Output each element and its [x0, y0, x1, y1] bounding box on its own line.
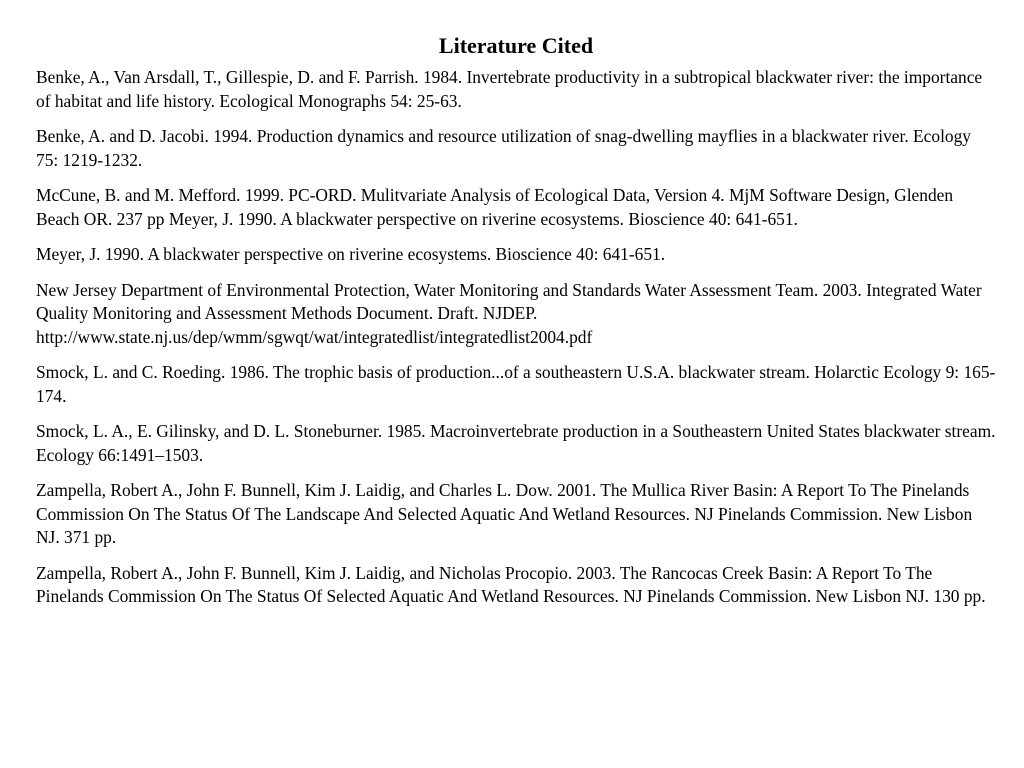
reference-entry: Zampella, Robert A., John F. Bunnell, Kim J. Laidig, and Charles L. Dow. 2001. The Mullica River Basin: A Report To The Pinelands Commission On The Status Of The Landscape And Selected Aquatic And Wetland Resources. NJ Pinelands Commission. New Lisbon NJ. 371 pp. — [36, 480, 973, 547]
reference-entry: Benke, A., Van Arsdall, T., Gillespie, D. and F. Parrish. 1984. Invertebrate productivity in a subtropical blackwater river: the importance of habitat and life history. Ecological Monographs 54: 25-63. — [36, 67, 983, 111]
reference-entry: Smock, L. and C. Roeding. 1986. The trophic basis of production...of a southeastern U.S.A. blackwater stream. Holarctic Ecology 9: 165-174. — [36, 362, 996, 406]
reference-entry: New Jersey Department of Environmental Protection, Water Monitoring and Standards Water Assessment Team. 2003. Integrated Water Quality Monitoring and Assessment Methods Document. Draft. NJDEP. http://www.state.nj.us/dep/wmm/sgwqt/wat/integratedlist/integratedlist2004.pdf — [36, 279, 982, 347]
reference-entry: McCune, B. and M. Mefford. 1999. PC-ORD. Mulitvariate Analysis of Ecological Data, Version 4. MjM Software Design, Glenden Beach OR. 237 pp Meyer, J. 1990. A blackwater perspective on riverine ecosystems. Bioscience 40: 641-651. — [36, 185, 954, 229]
page-title: Literature Cited — [438, 33, 594, 58]
reference-entry: Smock, L. A., E. Gilinsky, and D. L. Stoneburner. 1985. Macroinvertebrate production in a Southeastern United States blackwater stream. Ecology 66:1491–1503. — [36, 421, 996, 465]
reference-entry: Benke, A. and D. Jacobi. 1994. Production dynamics and resource utilization of snag-dwelling mayflies in a blackwater river. Ecology 75: 1219-1232. — [36, 126, 971, 170]
reference-entry: Zampella, Robert A., John F. Bunnell, Kim J. Laidig, and Nicholas Procopio. 2003. The Rancocas Creek Basin: A Report To The Pinelands Commission On The Status Of Selected Aquatic And Wetland Resources. NJ Pinelands Commission. New Lisbon NJ. 130 pp. — [36, 562, 986, 606]
reference-entry: Meyer, J. 1990. A blackwater perspective on riverine ecosystems. Bioscience 40: 641-651. — [36, 244, 666, 264]
slide-content — [36, 30, 996, 621]
reference-list — [36, 66, 996, 609]
